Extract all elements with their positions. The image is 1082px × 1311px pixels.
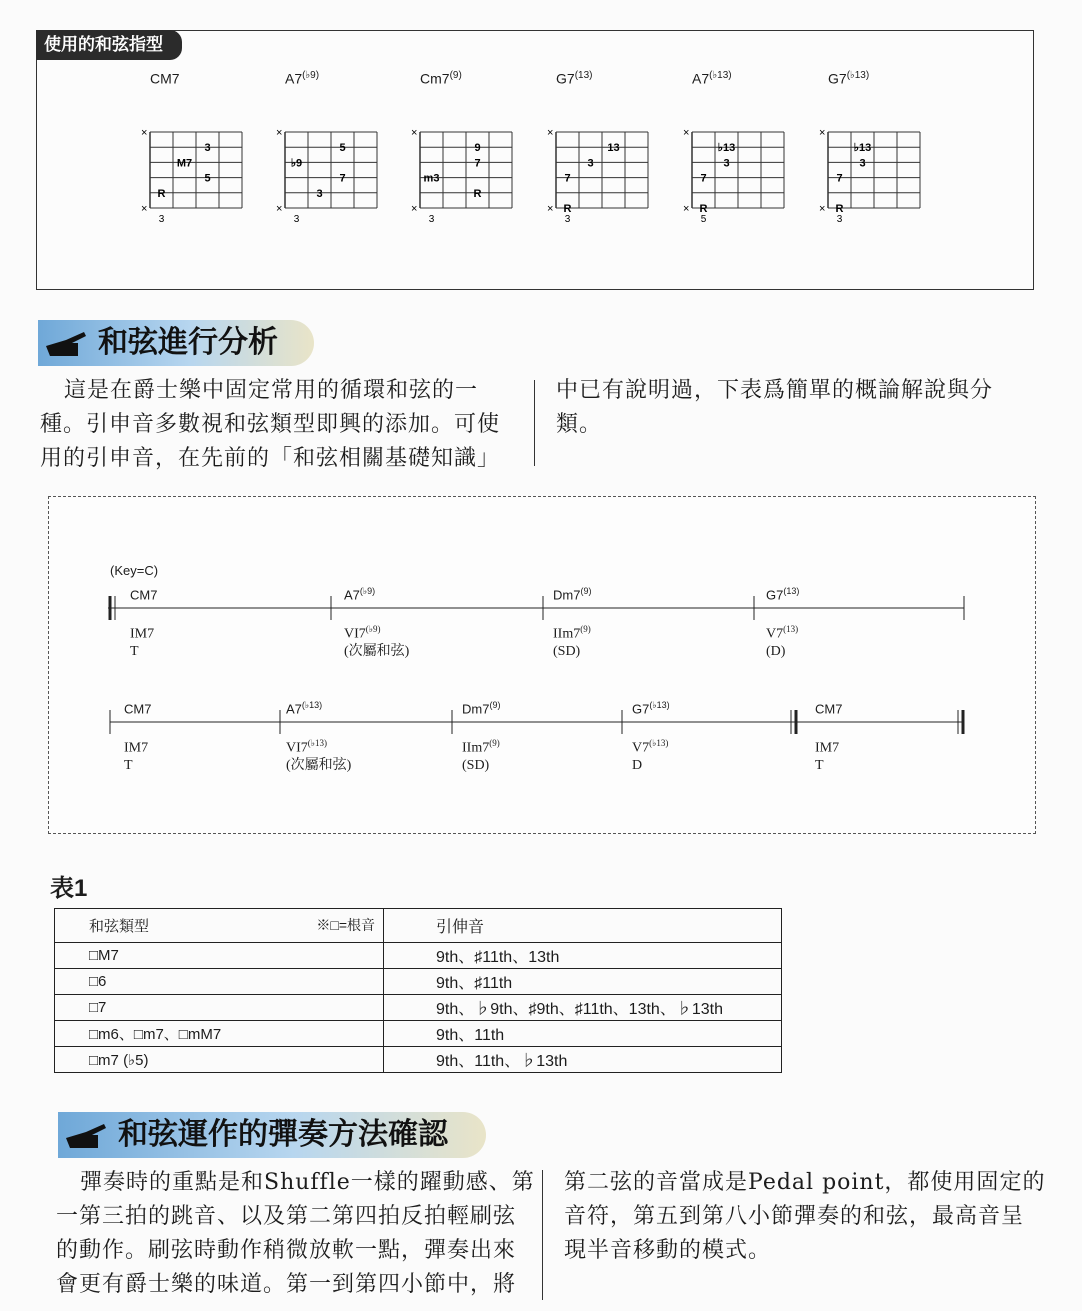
finger-mark: 5 — [204, 172, 211, 185]
header-chord-type-label: 和弦類型 — [89, 918, 150, 935]
finger-mark: 3 — [859, 157, 866, 170]
finger-mark: 7 — [339, 172, 346, 185]
finger-mark: 7 — [700, 172, 707, 185]
chord-name-extension: (13) — [574, 70, 593, 81]
header-tensions: 引伸音 — [384, 909, 782, 943]
table-row — [55, 1021, 782, 1047]
playing-col2-line: 音符，第五到第八小節彈奏的和弦，最高音呈 — [564, 1204, 1025, 1229]
cell-chord-type: □m6、□m7、□mM7 — [55, 1021, 384, 1047]
mute-mark: × — [276, 203, 283, 215]
mute-mark: × — [819, 127, 826, 139]
analysis-heading-text: 和弦進行分析 — [98, 325, 278, 360]
fret-number: 5 — [700, 214, 707, 225]
chord-name-text: G7 — [828, 70, 847, 87]
table-row — [55, 1047, 782, 1073]
progression-chord: Dm7$^{(9)}$ — [553, 586, 592, 603]
chord-name-extension: (♭13) — [846, 70, 870, 81]
cell-chord-type: □m7 (♭5) — [55, 1047, 384, 1073]
finger-mark: 7 — [474, 157, 481, 170]
progression-degree: $VI7^{(♭13)}$ (次屬和弦) — [286, 738, 352, 773]
fret-number: 3 — [836, 214, 843, 225]
fret-number: 3 — [564, 214, 571, 225]
playing-col2-line: 現半音移動的模式。 — [564, 1238, 772, 1263]
progression-chord: $G7^{(♭13)}$ — [632, 700, 670, 717]
chord-name-text: CM7 — [150, 70, 180, 87]
cell-tensions: 9th、11th — [384, 1021, 782, 1047]
progression-chord: CM7 — [124, 701, 152, 717]
fret-number: 3 — [428, 214, 435, 225]
playing-heading-text: 和弦運作的彈奏方法確認 — [118, 1117, 448, 1152]
finger-mark: 5 — [339, 142, 346, 155]
chord-name-extension: (♭13) — [709, 70, 732, 81]
progression-degree: IM7 T — [130, 626, 155, 659]
mute-mark: × — [141, 127, 148, 139]
progression-degree: V7$^{(13)}$ (D) — [766, 624, 799, 659]
playing-col2 — [564, 1166, 1054, 1268]
table-row — [55, 943, 782, 969]
header-chord-type — [55, 909, 384, 943]
progression-degree: $VI7^{(♭9)}$ (次屬和弦) — [344, 624, 410, 659]
column-divider — [542, 1170, 543, 1300]
progression-degree: IIm7$^{(9)}$ (SD) — [553, 624, 591, 659]
finger-mark: 3 — [723, 157, 730, 170]
table-title: 表1 — [50, 875, 88, 902]
mute-mark: × — [683, 127, 690, 139]
finger-mark: M7 — [176, 157, 193, 170]
mute-mark: × — [141, 203, 148, 215]
progression-degree: IM7 T — [124, 740, 149, 773]
playing-col1-line: 會更有爵士樂的味道。第一到第四小節中，將 — [56, 1272, 517, 1297]
pointing-hand-icon — [64, 1118, 110, 1152]
mute-mark: × — [411, 203, 418, 215]
playing-heading — [58, 1112, 486, 1158]
header-root-note: ※□=根音 — [316, 917, 375, 933]
analysis-col1-line: 用的引申音，在先前的「和弦相關基礎知識」 — [40, 446, 501, 471]
chord-name-extension: (♭9) — [302, 70, 320, 81]
progression-degree: $V7^{(♭13)}$ D — [632, 738, 669, 773]
cell-tensions: 9th、♭9th、♯9th、♯11th、13th、♭13th — [384, 995, 782, 1021]
progression-function: D — [632, 757, 643, 773]
mute-mark: × — [547, 203, 554, 215]
finger-mark: R — [473, 187, 482, 200]
finger-mark: 3 — [204, 142, 211, 155]
progression-chord: G7$^{(13)}$ — [766, 586, 800, 603]
cell-tensions: 9th、♯11th、13th — [384, 943, 782, 969]
analysis-col1-line: 種。引申音多數視和弦類型即興的添加。可使 — [40, 412, 501, 437]
finger-mark: R — [157, 187, 166, 200]
mute-mark: × — [547, 127, 554, 139]
table-header-row — [55, 909, 782, 943]
playing-col1-line: 一第三拍的跳音、以及第二第四拍反拍輕刷弦 — [56, 1204, 517, 1229]
fret-number: 3 — [293, 214, 300, 225]
table-row — [55, 995, 782, 1021]
cell-tensions: 9th、11th、♭13th — [384, 1047, 782, 1073]
mute-mark: × — [411, 127, 418, 139]
finger-mark: R — [563, 203, 572, 215]
progression-function: T — [124, 757, 133, 773]
chord-name-text: Cm7 — [420, 70, 450, 87]
fret-number: 3 — [158, 214, 165, 225]
finger-mark: R — [699, 203, 708, 215]
finger-mark: R — [835, 203, 844, 215]
playing-col1-line: 的動作。刷弦時動作稍微放軟一點，彈奏出來 — [56, 1238, 517, 1263]
progression-chord: $A7^{(♭9)}$ — [344, 586, 376, 603]
finger-mark: 7 — [564, 172, 571, 185]
progression-function: T — [815, 757, 824, 773]
progression-chord: CM7 — [130, 587, 158, 603]
finger-mark: m3 — [423, 172, 440, 185]
tension-table — [54, 908, 782, 1073]
finger-mark: ♭9 — [290, 157, 303, 170]
key-label: (Key=C) — [110, 563, 159, 578]
chord-name-text: A7 — [285, 70, 303, 87]
progression-function: (D) — [766, 643, 786, 659]
finger-mark: ♭13 — [717, 142, 736, 155]
analysis-col1-line: 這是在爵士樂中固定常用的循環和弦的一 — [64, 378, 479, 403]
progression-function: (SD) — [462, 757, 490, 773]
playing-col1-line: 彈奏時的重點是和Shuffle一樣的躍動感、第 — [80, 1170, 535, 1195]
progression-function: (SD) — [553, 643, 581, 659]
chord-name-text: G7 — [556, 70, 575, 87]
progression-chord: CM7 — [815, 701, 843, 717]
finger-mark: 3 — [587, 157, 594, 170]
playing-col2-line: 第二弦的音當成是Pedal point，都使用固定的 — [564, 1170, 1046, 1195]
progression-function: (次屬和弦) — [344, 643, 410, 659]
progression-degree: IM7 T — [815, 740, 840, 773]
cell-chord-type: □7 — [55, 995, 384, 1021]
finger-mark: 7 — [836, 172, 843, 185]
analysis-col2-line: 中已有說明過，下表爲簡單的概論解說與分 — [556, 378, 994, 403]
progression-function: (次屬和弦) — [286, 757, 352, 773]
progression-chord: $A7^{(♭13)}$ — [286, 700, 323, 717]
finger-mark: 3 — [316, 187, 323, 200]
mute-mark: × — [819, 203, 826, 215]
cell-tensions: 9th、♯11th — [384, 969, 782, 995]
cell-chord-type: □6 — [55, 969, 384, 995]
mute-mark: × — [276, 127, 283, 139]
analysis-col2-line: 類。 — [556, 412, 603, 437]
finger-mark: 13 — [607, 142, 620, 155]
cell-chord-type: □M7 — [55, 943, 384, 969]
playing-col1 — [56, 1166, 536, 1302]
mute-mark: × — [683, 203, 690, 215]
chord-section-title: 使用的和弦指型 — [36, 30, 182, 60]
finger-mark: ♭13 — [853, 142, 872, 155]
progression-function: T — [130, 643, 139, 659]
chord-name-text: A7 — [692, 70, 710, 87]
finger-mark: 9 — [474, 142, 481, 155]
progression-chord: Dm7$^{(9)}$ — [462, 700, 501, 717]
table-row — [55, 969, 782, 995]
progression-degree: IIm7$^{(9)}$ (SD) — [462, 738, 500, 773]
chord-name-extension: (9) — [449, 70, 462, 81]
